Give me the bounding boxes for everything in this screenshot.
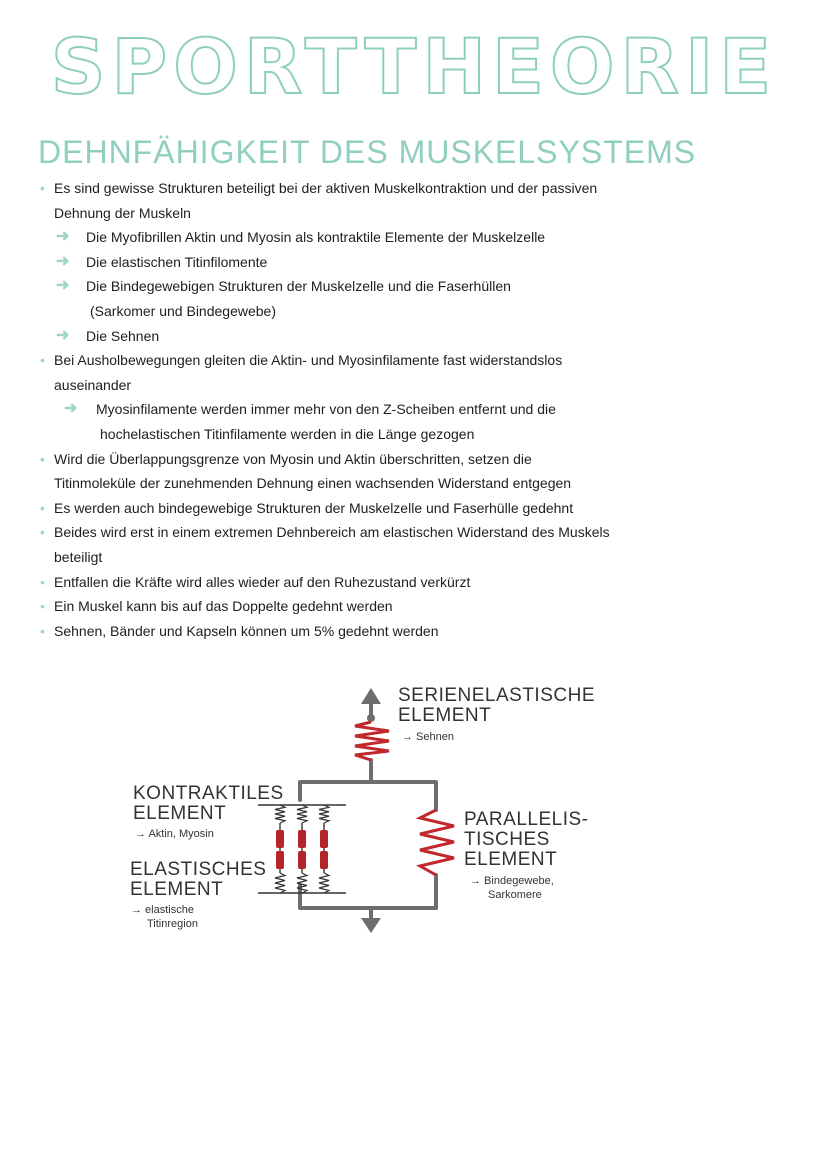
titin-spring bbox=[319, 805, 329, 823]
note-text: Beides wird erst in einem extremen Dehnbereich am elastischen Widerstand des Muskels bbox=[54, 524, 610, 541]
contractile-segment bbox=[276, 851, 284, 869]
note-text: Wird die Überlappungsgrenze von Myosin und Aktin überschritten, setzen die bbox=[54, 450, 532, 467]
parallel-element-note: → Bindegewebe, Sarkomere bbox=[470, 875, 554, 901]
bullet-icon: • bbox=[40, 499, 45, 516]
bullet-icon: • bbox=[40, 573, 45, 590]
serial-spring bbox=[355, 722, 389, 760]
elastic-element-note: → elastische Titinregion bbox=[131, 904, 198, 930]
note-text: Die Bindegewebigen Strukturen der Muskelzelle und die Faserhüllen bbox=[86, 278, 511, 295]
titin-spring bbox=[275, 873, 285, 893]
serial-element-note: → Sehnen bbox=[402, 731, 454, 743]
note-text: Bei Ausholbewegungen gleiten die Aktin- und Myosinfilamente fast widerstandslos bbox=[54, 352, 563, 369]
top-arrowhead bbox=[361, 688, 381, 704]
bullet-icon: • bbox=[40, 352, 45, 369]
note-text: Die Myofibrillen Aktin und Myosin als kontraktile Elemente der Muskelzelle bbox=[86, 229, 546, 246]
note-text: Es werden auch bindegewebige Strukturen der Muskelzelle und Faserhülle gedehnt bbox=[54, 499, 574, 516]
contractile-element-title: KONTRAKTILES ELEMENT bbox=[133, 783, 284, 824]
note-text: Die elastischen Titinfilomente bbox=[86, 253, 268, 270]
arrow-right-icon: ➜ bbox=[56, 228, 70, 246]
contractile-segment bbox=[298, 830, 306, 848]
bullet-icon: • bbox=[40, 598, 45, 615]
note-text: Dehnung der Muskeln bbox=[54, 204, 191, 221]
note-text: Sehnen, Bänder und Kapseln können um 5% gedehnt werden bbox=[54, 622, 439, 639]
bullet-icon: • bbox=[40, 450, 45, 467]
arrow-right-icon: ➜ bbox=[56, 277, 70, 295]
page-banner-title: SPORTTHEORIE bbox=[50, 22, 778, 111]
arrow-right-icon: ➜ bbox=[56, 252, 70, 270]
note-text: beteiligt bbox=[54, 548, 103, 565]
bullet-icon: • bbox=[40, 180, 45, 196]
note-text: Es sind gewisse Strukturen beteiligt bei der aktiven Muskelkontraktion und der passiven bbox=[54, 180, 598, 196]
contractile-segment bbox=[298, 851, 306, 869]
parallel-spring bbox=[420, 810, 454, 875]
note-text: hochelastischen Titinfilamente werden in die Länge gezogen bbox=[100, 425, 475, 442]
titin-spring bbox=[297, 805, 307, 823]
titin-spring bbox=[319, 873, 329, 893]
contractile-segment bbox=[320, 830, 328, 848]
note-text: Die Sehnen bbox=[86, 327, 160, 344]
contractile-segment bbox=[276, 830, 284, 848]
bottom-arrowhead bbox=[361, 918, 381, 933]
note-text: (Sarkomer und Bindegewebe) bbox=[90, 302, 276, 319]
contractile-element-note: → Aktin, Myosin bbox=[135, 828, 214, 840]
note-text: Ein Muskel kann bis auf das Doppelte gedehnt werden bbox=[54, 598, 393, 615]
note-text: Entfallen die Kräfte wird alles wieder auf den Ruhezustand verkürzt bbox=[54, 573, 471, 590]
parallel-element-title: PARALLELIS- TISCHES ELEMENT bbox=[464, 809, 589, 870]
arrow-right-icon: ➜ bbox=[64, 400, 78, 418]
serial-element-title: SERIENELASTISCHE ELEMENT bbox=[398, 685, 595, 726]
bullet-icon: • bbox=[40, 622, 45, 639]
top-anchor-dot bbox=[367, 714, 375, 722]
elastic-element-title: ELASTISCHES ELEMENT bbox=[130, 859, 267, 900]
note-text: auseinander bbox=[54, 376, 132, 393]
bullet-icon: • bbox=[40, 524, 45, 541]
section-heading: DEHNFÄHIGKEIT DES MUSKELSYSTEMS bbox=[38, 134, 697, 170]
note-text: Titinmoleküle der zunehmenden Dehnung einen wachsenden Widerstand entgegen bbox=[54, 475, 572, 492]
note-text: Myosinfilamente werden immer mehr von den Z-Scheiben entfernt und die bbox=[96, 401, 556, 418]
contractile-segment bbox=[320, 851, 328, 869]
arrow-right-icon: ➜ bbox=[56, 326, 70, 344]
